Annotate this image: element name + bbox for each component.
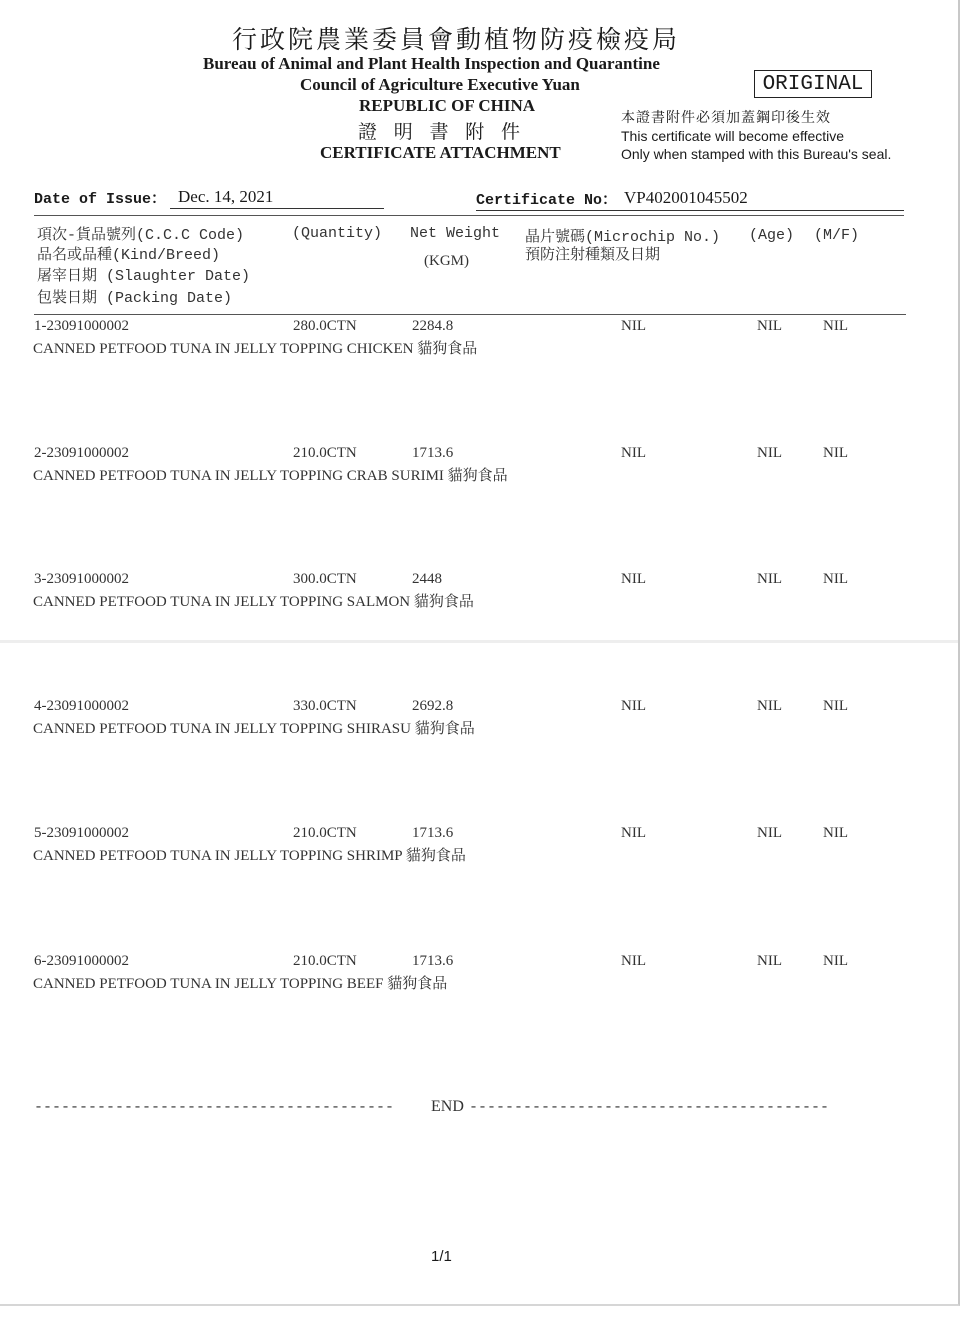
- col-age: (Age): [749, 227, 795, 244]
- item-age: NIL: [757, 698, 782, 714]
- item-weight: 2448: [412, 571, 442, 587]
- certificate-no-value: VP402001045502: [624, 188, 748, 207]
- council-name: Council of Agriculture Executive Yuan: [300, 75, 580, 94]
- item-age: NIL: [757, 953, 782, 969]
- list-item: [0, 825, 960, 885]
- item-quantity: 300.0CTN: [293, 571, 357, 587]
- title-chinese: 行政院農業委員會動植物防疫檢疫局: [232, 27, 681, 54]
- list-item: [0, 318, 960, 378]
- end-marker: END: [431, 1098, 464, 1115]
- item-microchip: NIL: [621, 445, 646, 461]
- notice-english-line1: This certificate will become effective: [621, 128, 845, 144]
- list-item: [0, 698, 960, 758]
- country-name: REPUBLIC OF CHINA: [359, 96, 535, 115]
- item-code: 2-23091000002: [34, 445, 129, 461]
- bureau-name: Bureau of Animal and Plant Health Inspection and Quarantine: [203, 54, 660, 73]
- item-weight: 2284.8: [412, 318, 454, 334]
- col-code-line3: 屠宰日期 (Slaughter Date): [37, 268, 251, 285]
- col-net-weight: Net Weight: [410, 225, 501, 242]
- item-description: CANNED PETFOOD TUNA IN JELLY TOPPING CHICKEN 貓狗食品: [33, 341, 478, 357]
- item-weight: 1713.6: [412, 953, 454, 969]
- cert-underline: [476, 210, 904, 211]
- item-age: NIL: [757, 445, 782, 461]
- col-vaccination: 預防注射種類及日期: [525, 247, 661, 264]
- col-code-line2: 品名或品種(Kind/Breed): [37, 247, 221, 264]
- list-item: [0, 953, 960, 1013]
- item-age: NIL: [757, 318, 782, 334]
- item-sex: NIL: [823, 571, 848, 587]
- item-description: CANNED PETFOOD TUNA IN JELLY TOPPING CRAB SURIMI 貓狗食品: [33, 468, 508, 484]
- item-sex: NIL: [823, 825, 848, 841]
- certificate-no-label: Certificate No：: [476, 192, 618, 209]
- item-weight: 1713.6: [412, 825, 454, 841]
- item-age: NIL: [757, 825, 782, 841]
- notice-english-line2: Only when stamped with this Bureau's seal.: [621, 146, 892, 162]
- end-dashes-left: ----------------------------------------: [34, 1099, 395, 1116]
- columns-rule: [34, 314, 906, 315]
- item-microchip: NIL: [621, 698, 646, 714]
- item-code: 3-23091000002: [34, 571, 129, 587]
- item-sex: NIL: [823, 318, 848, 334]
- header-rule: [34, 215, 904, 216]
- original-stamp: ORIGINAL: [754, 70, 872, 98]
- item-code: 5-23091000002: [34, 825, 129, 841]
- item-code: 6-23091000002: [34, 953, 129, 969]
- list-item: [0, 571, 960, 631]
- item-microchip: NIL: [621, 318, 646, 334]
- item-code: 4-23091000002: [34, 698, 129, 714]
- item-quantity: 330.0CTN: [293, 698, 357, 714]
- item-description: CANNED PETFOOD TUNA IN JELLY TOPPING SALMON 貓狗食品: [33, 594, 474, 610]
- item-microchip: NIL: [621, 953, 646, 969]
- item-weight: 2692.8: [412, 698, 454, 714]
- date-underline: [170, 208, 384, 209]
- col-quantity: (Quantity): [292, 225, 383, 242]
- item-description: CANNED PETFOOD TUNA IN JELLY TOPPING SHRIMP 貓狗食品: [33, 848, 466, 864]
- item-description: CANNED PETFOOD TUNA IN JELLY TOPPING BEEF 貓狗食品: [33, 976, 448, 992]
- notice-chinese: 本證書附件必須加蓋鋼印後生效: [621, 111, 831, 126]
- item-sex: NIL: [823, 953, 848, 969]
- item-description: CANNED PETFOOD TUNA IN JELLY TOPPING SHIRASU 貓狗食品: [33, 721, 475, 737]
- date-of-issue-label: Date of Issue：: [34, 191, 167, 208]
- end-dashes-right: ----------------------------------------: [469, 1099, 830, 1116]
- item-sex: NIL: [823, 445, 848, 461]
- item-quantity: 280.0CTN: [293, 318, 357, 334]
- fold-crease: [0, 640, 958, 643]
- item-sex: NIL: [823, 698, 848, 714]
- col-code-line4: 包裝日期 (Packing Date): [37, 290, 233, 307]
- col-net-weight-unit: (KGM): [424, 253, 469, 269]
- date-of-issue-value: Dec. 14, 2021: [178, 187, 274, 206]
- item-quantity: 210.0CTN: [293, 445, 357, 461]
- attachment-title-cn: 證 明 書 附 件: [358, 122, 527, 143]
- page-number: 1/1: [431, 1248, 452, 1265]
- item-microchip: NIL: [621, 571, 646, 587]
- item-quantity: 210.0CTN: [293, 825, 357, 841]
- col-code-line1: 項次-貨品號列(C.C.C Code): [37, 227, 245, 244]
- item-age: NIL: [757, 571, 782, 587]
- attachment-title-en: CERTIFICATE ATTACHMENT: [320, 143, 561, 162]
- item-code: 1-23091000002: [34, 318, 129, 334]
- col-sex: (M/F): [814, 227, 860, 244]
- item-quantity: 210.0CTN: [293, 953, 357, 969]
- item-weight: 1713.6: [412, 445, 454, 461]
- item-microchip: NIL: [621, 825, 646, 841]
- col-microchip: 晶片號碼(Microchip No.): [525, 229, 721, 246]
- list-item: [0, 445, 960, 505]
